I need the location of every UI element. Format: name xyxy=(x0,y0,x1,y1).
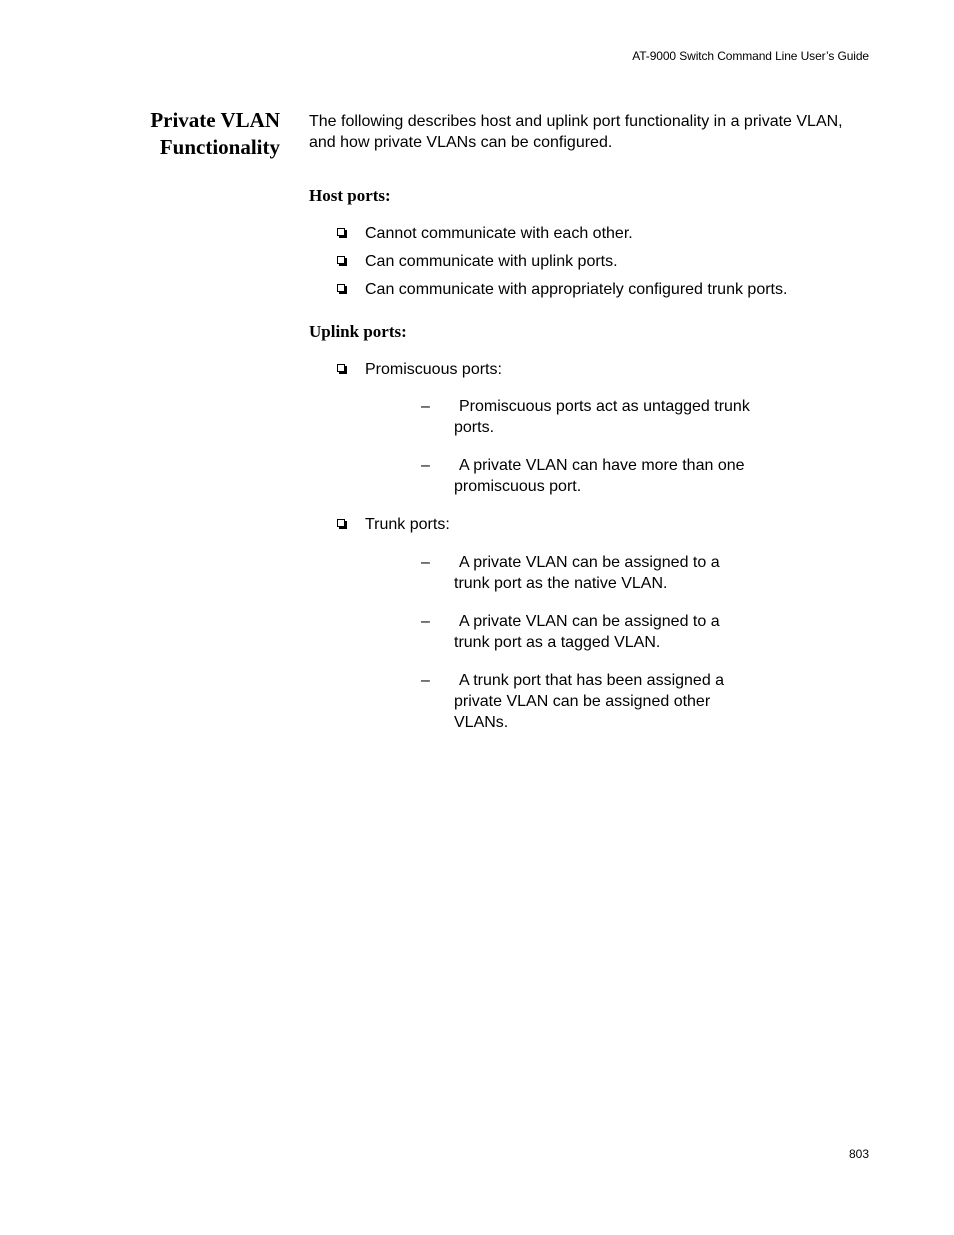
list-item xyxy=(309,223,849,244)
checkbox-bullet-icon xyxy=(337,284,345,292)
list-item-text: Promiscuous ports: xyxy=(365,361,502,378)
list-item xyxy=(309,251,849,272)
uplink-ports-list xyxy=(309,359,849,733)
trunk-ports-sublist xyxy=(365,552,849,733)
section-heading xyxy=(150,107,280,161)
dash-bullet: – xyxy=(421,457,430,474)
checkbox-bullet-icon xyxy=(337,228,345,236)
list-item-text: Can communicate with uplink ports. xyxy=(365,253,618,270)
uplink-ports-heading: Uplink ports: xyxy=(309,322,407,341)
dash-bullet: – xyxy=(421,398,430,415)
section-heading-line-2: Functionality xyxy=(159,135,280,159)
checkbox-bullet-icon xyxy=(337,256,345,264)
section-body xyxy=(309,111,849,750)
list-item-promiscuous-ports xyxy=(309,359,849,497)
page-number: 803 xyxy=(848,1147,869,1161)
list-item-text: Cannot communicate with each other. xyxy=(365,225,633,242)
list-item-trunk-ports xyxy=(309,514,849,733)
sublist-item-text: A private VLAN can be assigned to a trunk port as a tagged VLAN. xyxy=(454,613,720,651)
sublist-item xyxy=(365,670,754,733)
list-item-text: Trunk ports: xyxy=(365,516,450,533)
sublist-item xyxy=(365,552,754,594)
dash-bullet: – xyxy=(421,613,430,630)
list-item xyxy=(309,279,849,300)
dash-bullet: – xyxy=(421,554,430,571)
sublist-item-text: Promiscuous ports act as untagged trunk ports. xyxy=(454,398,750,436)
running-header: AT-9000 Switch Command Line User’s Guide xyxy=(632,49,869,63)
sublist-item xyxy=(365,455,754,497)
sublist-item-text: A private VLAN can be assigned to a trunk port as the native VLAN. xyxy=(454,554,720,592)
host-ports-heading: Host ports: xyxy=(309,186,391,205)
checkbox-bullet-icon xyxy=(337,364,345,372)
section-heading-line-1: Private VLAN xyxy=(150,108,280,132)
sublist-item-text: A private VLAN can have more than one promiscuous port. xyxy=(454,457,745,495)
checkbox-bullet-icon xyxy=(337,519,345,527)
promiscuous-ports-sublist xyxy=(365,396,849,497)
dash-bullet: – xyxy=(421,672,430,689)
intro-paragraph: The following describes host and uplink port functionality in a private VLAN, and how private VLANs can be configured. xyxy=(309,113,843,151)
host-ports-list xyxy=(309,223,849,300)
sublist-item-text: A trunk port that has been assigned a private VLAN can be assigned other VLANs. xyxy=(454,672,725,731)
sublist-item xyxy=(365,611,754,653)
sublist-item xyxy=(365,396,754,438)
list-item-text: Can communicate with appropriately configured trunk ports. xyxy=(365,281,788,298)
